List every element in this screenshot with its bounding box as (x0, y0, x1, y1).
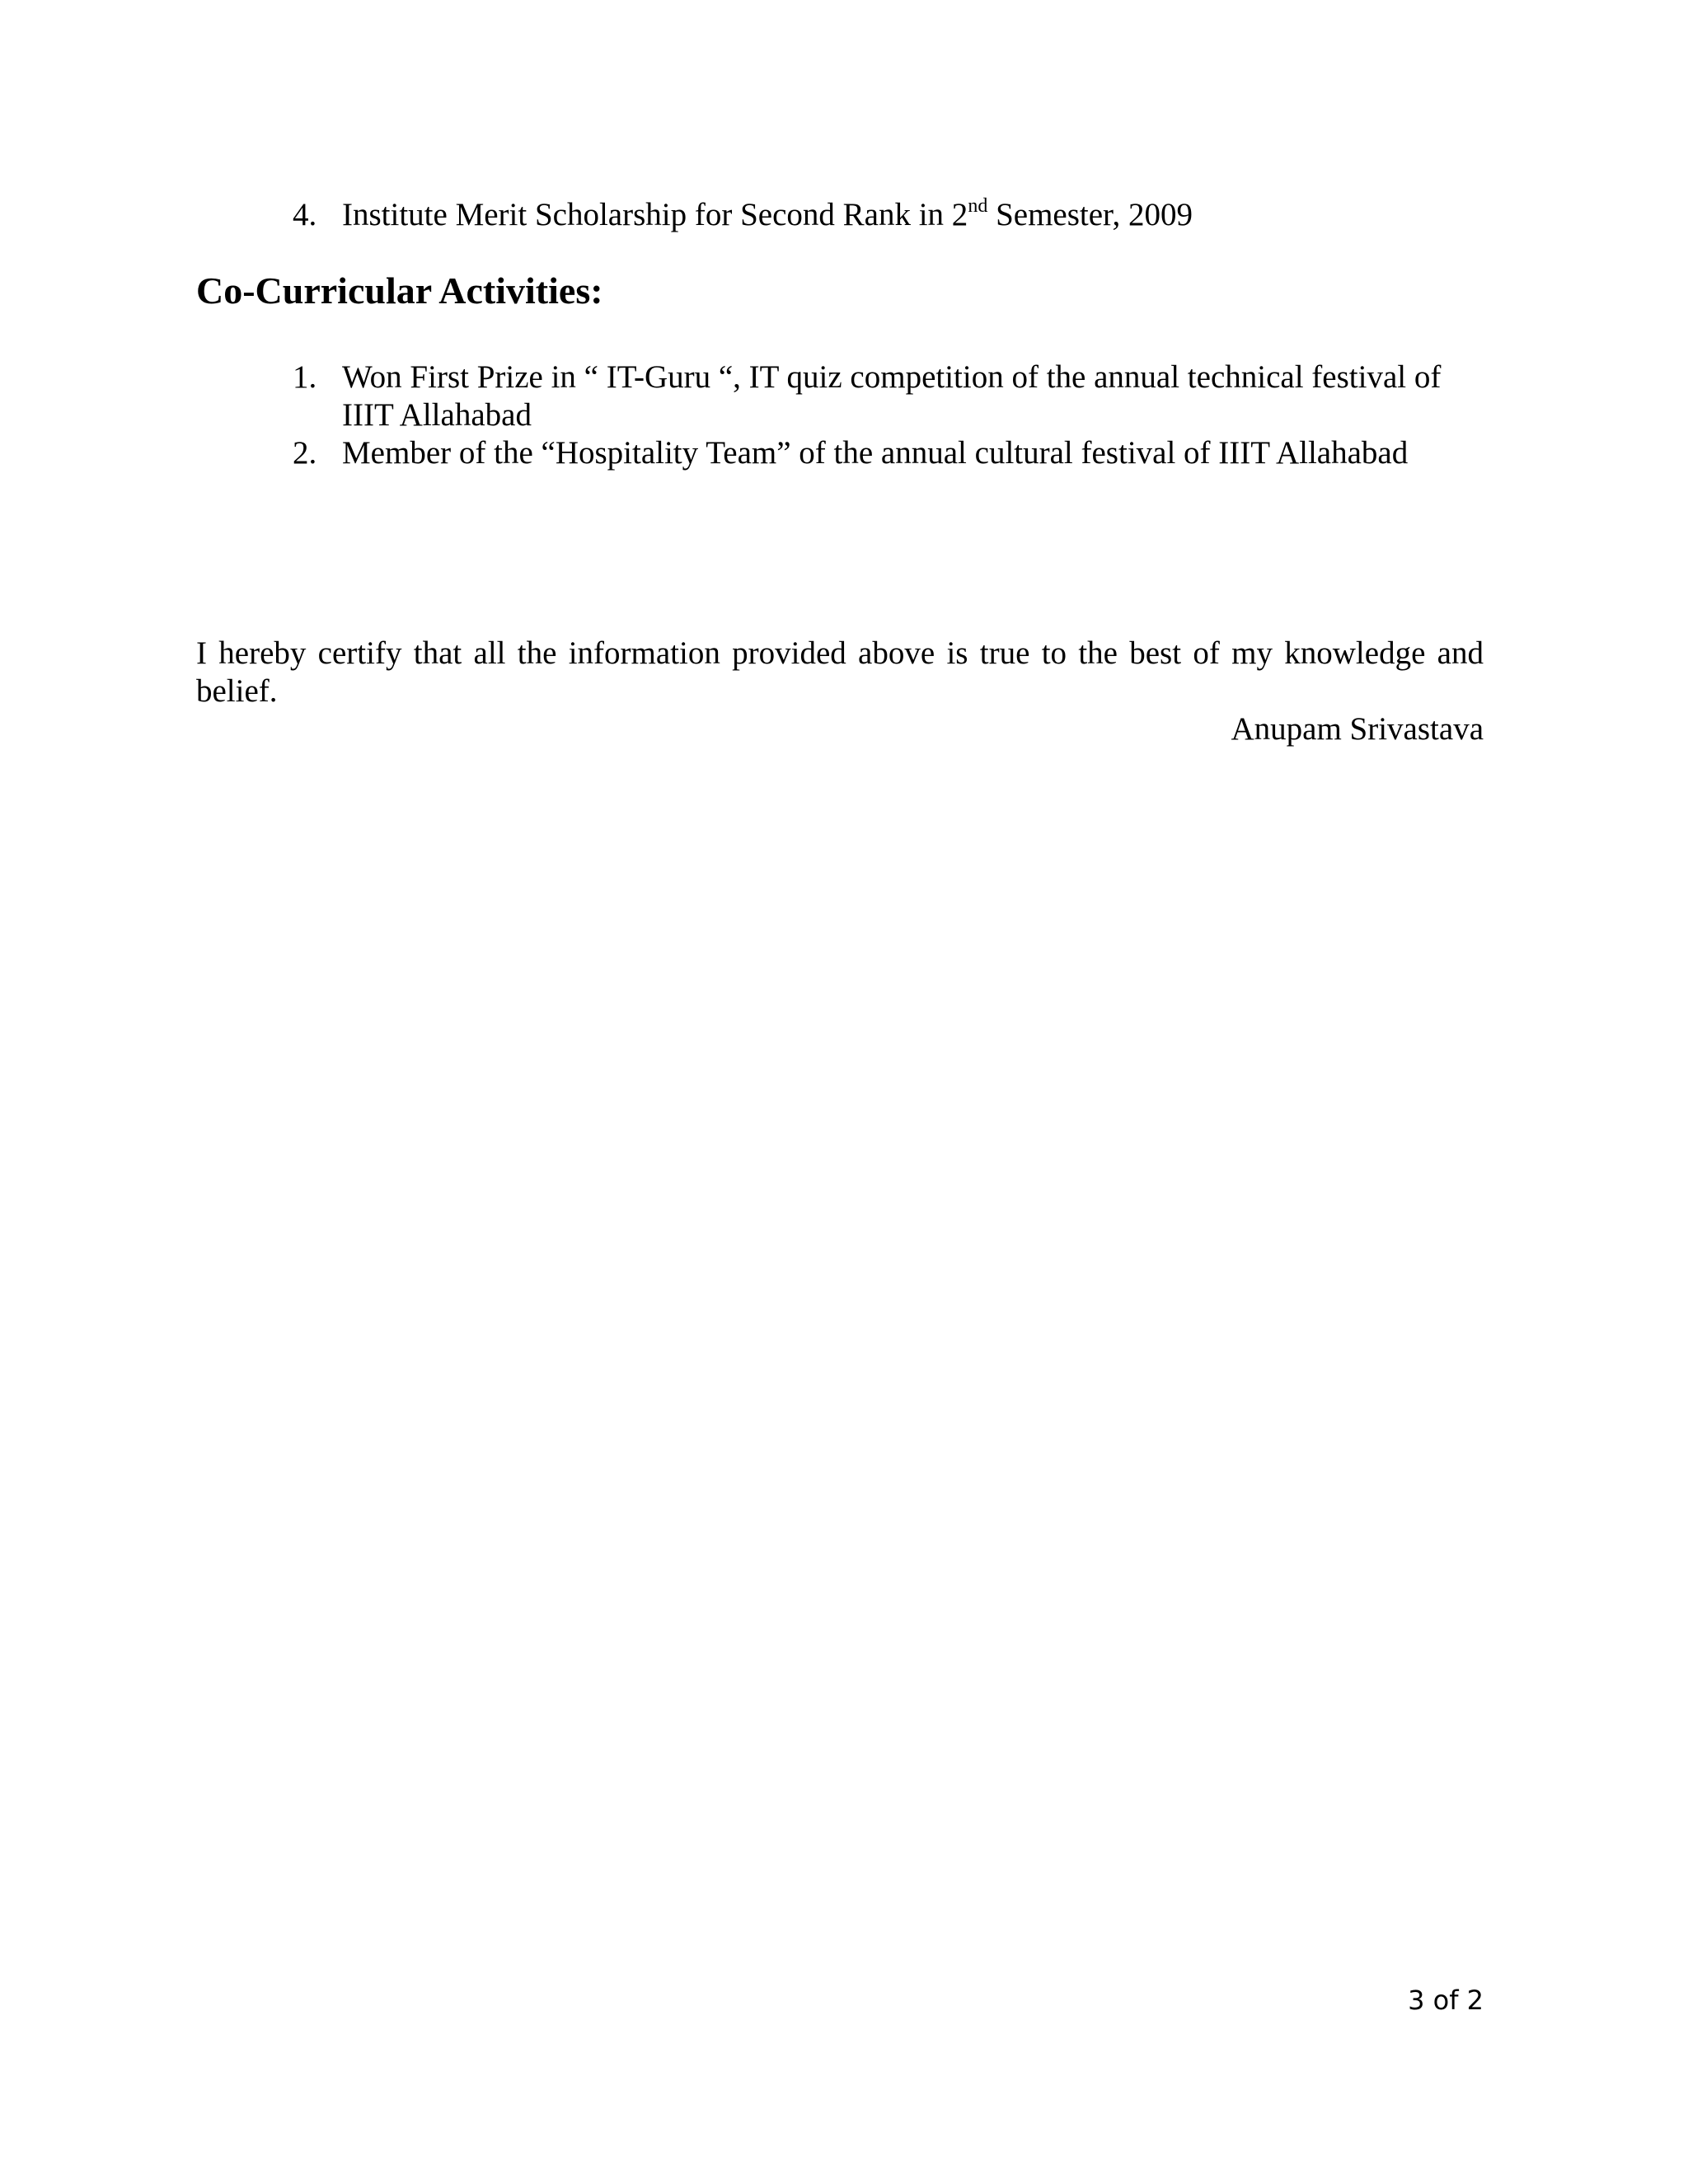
list-text (342, 196, 1688, 234)
list-text-line-2: IIIT Allahabad (342, 397, 532, 433)
ordinal-superscript: nd (968, 195, 988, 217)
list-number: 4. (293, 197, 317, 232)
list-number: 1. (293, 359, 317, 395)
declaration-text: I hereby certify that all the information provided above is true to the best of my knowledge and belief. (196, 635, 1484, 709)
scholarship-text-after: Semester, 2009 (987, 197, 1193, 232)
page-number: 3 of 2 (1408, 1985, 1484, 2016)
list-text-line-1: Won First Prize in “ IT-Guru “, IT quiz competition of the annual technical festival of (342, 359, 1442, 395)
list-text (342, 359, 1533, 434)
list-number: 2. (293, 435, 317, 471)
section-heading-co-curricular: Co-Curricular Activities: (196, 269, 603, 312)
signature-name: Anupam Srivastava (1231, 711, 1484, 747)
scholarship-text-before: Institute Merit Scholarship for Second Rank in 2 (342, 197, 968, 232)
list-text: Member of the “Hospitality Team” of the annual cultural festival of IIIT Allahabad (342, 435, 1409, 471)
